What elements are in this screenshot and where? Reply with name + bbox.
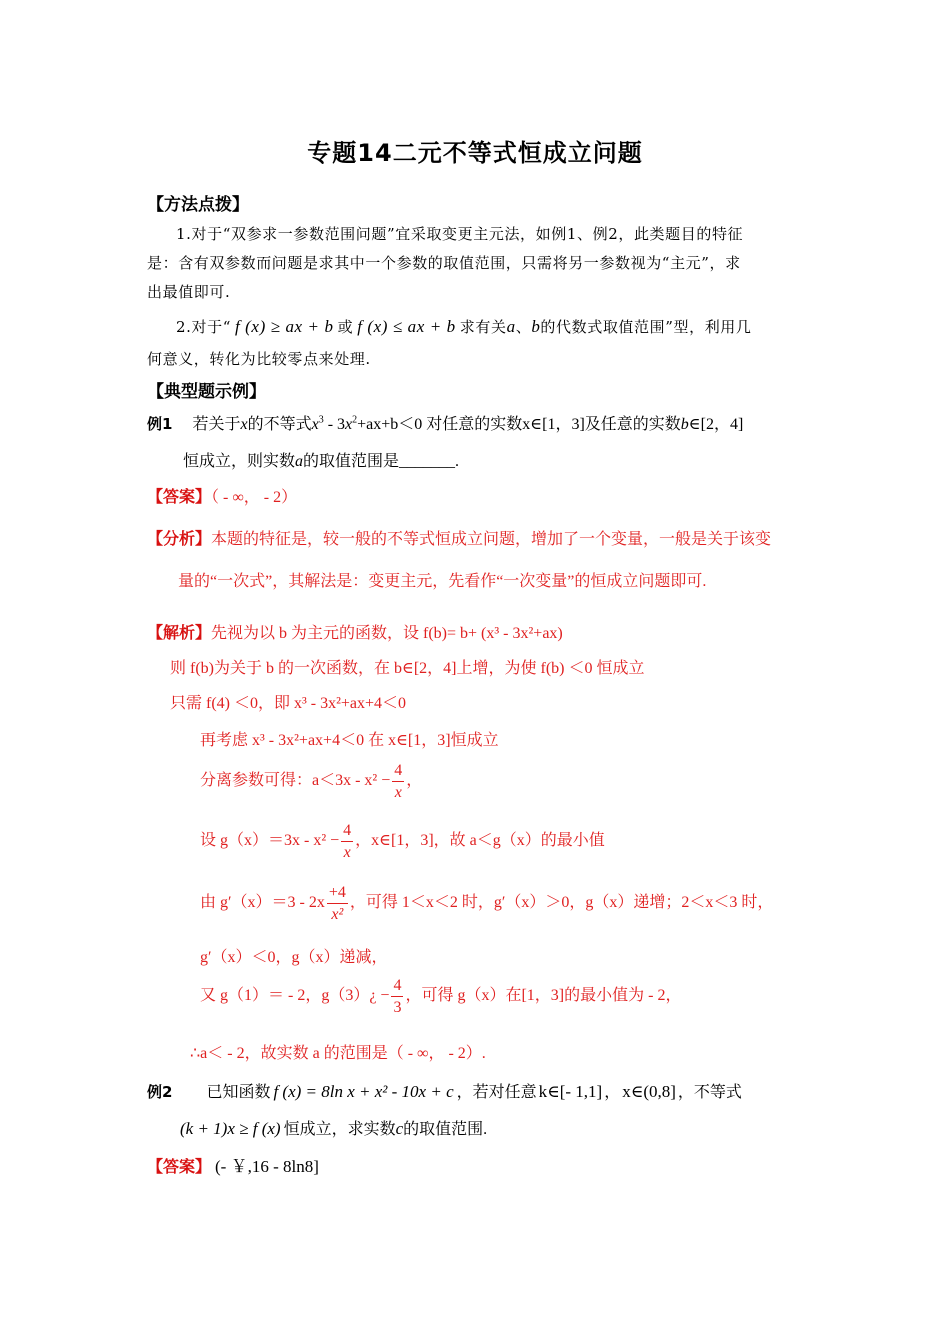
ex2-comma: ， [604,1084,621,1101]
ex1-analysis-line1 [147,526,771,549]
ex2-x-range: x∈(0,8] [622,1082,676,1101]
solution-step-10: ∴a＜ - 2，故实数 a 的范围是（ - ∞， - 2）. [190,1045,486,1062]
ex1-answer [147,484,297,507]
ex1-ineq-mid: - 3 [323,416,346,433]
step5-numerator: 4 [392,760,404,782]
ex2-ineq: (k + 1)x ≥ f (x) [180,1119,281,1138]
step6-numerator: 4 [341,820,353,842]
solution-step-3: 只需 f(4) ＜0，即 x³ - 3x²+ax+4＜0 [170,695,407,712]
step9-pre: 又 g（1）＝ - 2，g（3）¿ − [200,987,390,1005]
solution-step-9 [200,975,681,1018]
ex2-text-a: 已知函数 [206,1084,271,1101]
section-examples-heading: 【典型题示例】 [147,382,266,402]
ex2-text-e: 的取值范围. [403,1121,488,1138]
solution-step-6 [200,820,605,863]
step6-pre: 设 g（x）＝3x - x² − [200,832,340,850]
ex2-answer-value: (- ￥,16 - 8ln8] [215,1157,319,1176]
solution-step-2: 则 f(b)为关于 b 的一次函数，在 b∈[2，4]上增，为使 f(b) ＜0 恒成立 [170,660,645,677]
ex1-x: x [240,416,248,433]
step7-denominator: x² [331,906,344,923]
ex1-text-b: 的不等式 [247,416,312,433]
method-p1-line3: 出最值即可. [147,283,231,301]
step7-pre: 由 g′（x）＝3 - 2x [200,894,325,912]
method-p2-mid: 求有关 [459,318,507,336]
ex2-text-b: ，若对任意 [456,1084,537,1101]
ex2-c: c [395,1119,404,1138]
method-p2-suffix: 的代数式取值范围”型，利用几 [540,318,752,336]
method-p2-or: 或 [337,318,354,336]
page-title: 专题14二元不等式恒成立问题 [307,139,643,167]
ex2-question-line1 [147,1079,742,1102]
method-p2-line1 [176,316,752,337]
section-method-heading: 【方法点拨】 [147,195,249,215]
ex2-answer [147,1152,319,1177]
ex2-label: 例2 [147,1083,173,1101]
step5-pre: 分离参数可得：a＜3x - x² − [200,772,391,790]
step7-numerator: +4 [327,882,348,904]
step6-denominator: x [343,844,351,861]
method-p2-b: b [531,317,541,336]
method-p2-expr1: f (x) ≥ ax + b [234,317,334,336]
ex1-b: b [680,416,689,433]
ex1-ineq-x: x [311,416,319,433]
method-p2-a: a [506,317,516,336]
ex2-question-line2 [180,1116,487,1139]
method-p2-sep: 、 [515,318,532,336]
ex1-exp2: 2 [352,414,358,426]
step5-denominator: x [394,784,402,801]
method-p2-prefix: 2.对于“ [176,318,231,336]
solution-step-7 [200,882,773,925]
analysis-text: 本题的特征是，较一般的不等式恒成立问题，增加了一个变量，一般是关于该变 [211,531,772,548]
solution-step-5 [200,760,422,803]
ex1-text-d: ∈[2，4] [688,416,744,433]
ex2-answer-tag: 【答案】 [147,1157,212,1176]
ex2-k-range: k∈[- 1,1] [538,1082,603,1101]
step9-numerator: 4 [391,975,403,997]
ex2-text-d: 恒成立，求实数 [283,1121,396,1138]
step6-post: ，x∈[1，3]，故 a＜g（x）的最小值 [355,832,605,850]
ex1-a: a [295,453,304,470]
analysis-tag: 【分析】 [147,529,212,548]
ex1-text-a: 若关于 [192,416,241,433]
ex1-text2-b: 的取值范围是_______. [303,453,460,470]
solution-step-1: 先视为以 b 为主元的函数，设 f(b)= b+ (x³ - 3x²+ax) [211,625,563,642]
answer-tag: 【答案】 [147,487,212,506]
ex2-func: f (x) = 8ln x + x² - 10x + c [273,1082,454,1101]
answer-value: （ - ∞， - 2） [211,489,298,506]
method-p2-line2: 何意义，转化为比较零点来处理. [147,350,371,368]
method-p1-line2: 是：含有双参数而问题是求其中一个参数的取值范围，只需将另一参数视为“主元”，求 [147,254,741,272]
solution-step-8: g′（x）＜0，g（x）递减， [200,949,388,966]
ex1-label: 例1 [147,415,173,433]
ex1-ineq-tail: +ax+b＜0 对任意的实数 [357,416,523,433]
ex1-question-line2 [183,448,459,471]
step7-post: ，可得 1＜x＜2 时，g′（x）＞0，g（x）递增；2＜x＜3 时， [349,894,774,912]
ex1-text-c: x∈[1，3]及任意的实数 [522,416,681,433]
ex1-text2: 恒成立，则实数 [183,453,296,470]
step5-post: ， [406,772,423,790]
method-p1-line1: 1.对于“双参求一参数范围问题”宜采取变更主元法，如例1、例2，此类题目的特征 [176,225,744,243]
ex1-exp3: 3 [318,414,324,426]
ex2-text-c: ，不等式 [677,1084,742,1101]
step9-post: ，可得 g（x）在[1，3]的最小值为 - 2， [405,987,682,1005]
ex1-analysis-line2: 量的“一次式”，其解法是：变更主元，先看作“一次变量”的恒成立问题即可. [178,573,707,590]
solution-tag: 【解析】 [147,623,212,642]
step9-denominator: 3 [393,999,402,1016]
ex1-question-line1: 例1 若关于x的不等式$x^3 - 3x^2+ax+b<0$ 对任意的实数x∈[1，3]及任意的实数b∈[2，4] [147,414,744,433]
ex1-solution-line1 [147,620,563,643]
method-p2-expr2: f (x) ≤ ax + b [357,317,456,336]
solution-step-4: 再考虑 x³ - 3x²+ax+4＜0 在 x∈[1，3]恒成立 [200,732,499,749]
